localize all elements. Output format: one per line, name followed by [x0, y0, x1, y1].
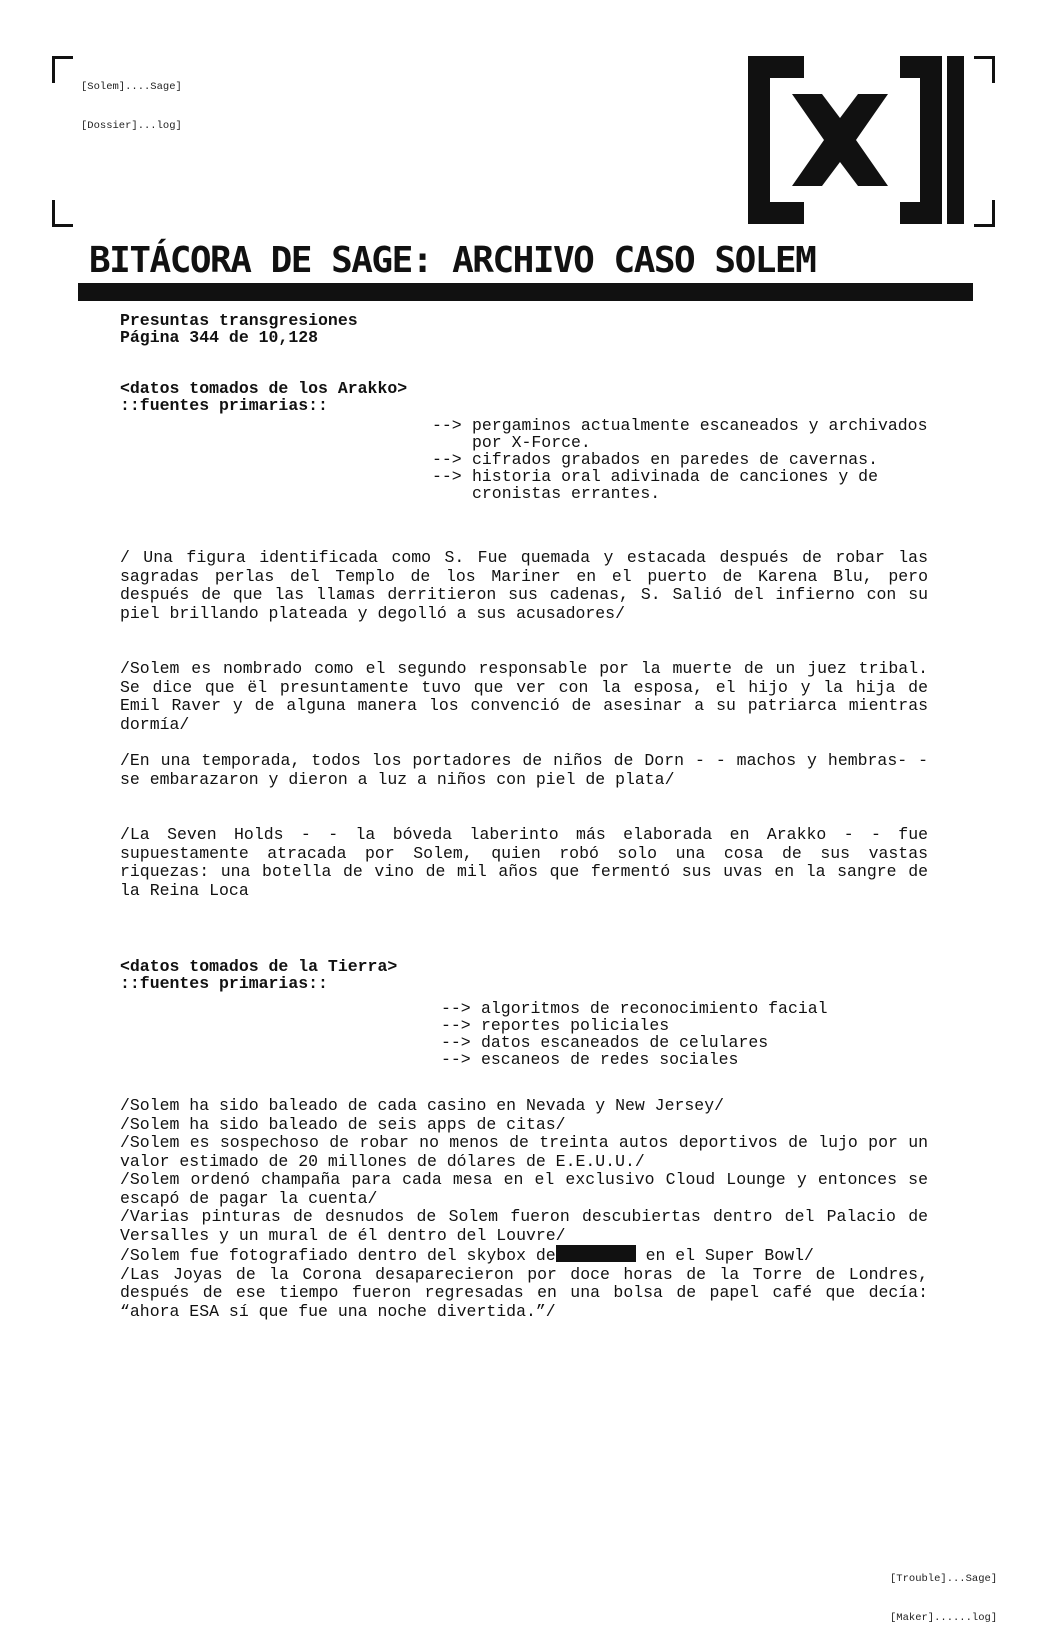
- footer-tag: [890, 1547, 997, 1638]
- arrow-icon: -->: [441, 1016, 471, 1035]
- corner-bracket-bottom-right: [974, 200, 995, 227]
- log-entry: /Solem ordenó champaña para cada mesa en el exclusivo Cloud Lounge y entonces se escapó de pagar la cuenta/: [120, 1170, 928, 1208]
- page-counter: Página 344 de 10,128: [120, 328, 319, 347]
- earth-heading: <datos tomados de la Tierra>: [120, 957, 398, 976]
- page-title: BITÁCORA DE SAGE: ARCHIVO CASO SOLEM: [89, 240, 816, 281]
- arrow-icon: -->: [441, 1033, 471, 1052]
- source-text: pergaminos actualmente escaneados y archivados por X-Force.: [472, 416, 928, 452]
- arakko-sources-label: ::fuentes primarias::: [120, 396, 328, 415]
- log-entry: /Las Joyas de la Corona desaparecieron por doce horas de la Torre de Londres, después de ese tiempo fueron regresadas en una bolsa de papel café que decía: “ahora ESA sí que fue una noche divertida.”/: [120, 1264, 928, 1321]
- log-entry: /Solem ha sido baleado de cada casino en Nevada y New Jersey/: [120, 1096, 724, 1115]
- subtitle-section: [120, 312, 358, 346]
- arakko-paragraph: /Solem es nombrado como el segundo responsable por la muerte de un juez tribal. Se dice que ël presuntamente tuvo que ver con la esposa, el hijo y la hija de Emil Raver y de alguna manera los convenció de asesinar a su patriarca mientras dormía/: [120, 659, 928, 734]
- source-text: datos escaneados de celulares: [481, 1033, 769, 1052]
- corner-bracket-top-left: [52, 56, 73, 83]
- earth-sources-label: ::fuentes primarias::: [120, 974, 328, 993]
- log-entry-text: en el Super Bowl/: [635, 1246, 814, 1265]
- arakko-sources-list: [432, 417, 937, 502]
- arrow-icon: -->: [432, 450, 462, 469]
- x-bracket-logo-icon: [748, 56, 964, 224]
- list-item: [441, 1034, 861, 1051]
- log-entry: /Varias pinturas de desnudos de Solem fueron descubiertas dentro del Palacio de Versalles y un mural de él dentro del Louvre/: [120, 1207, 928, 1245]
- title-underline-bar: [78, 283, 973, 301]
- log-entry: /Solem es sospechoso de robar no menos de treinta autos deportivos de lujo por un valor estimado de 20 millones de dólares de E.E.U.U./: [120, 1133, 928, 1171]
- arrow-icon: -->: [432, 467, 462, 486]
- source-text: cifrados grabados en paredes de cavernas.: [472, 450, 878, 469]
- corner-bracket-bottom-left: [52, 200, 73, 227]
- arrow-icon: -->: [441, 999, 471, 1018]
- header-tag-line: [Solem]....Sage]: [81, 81, 182, 93]
- footer-tag-line: [Maker]......log]: [890, 1612, 998, 1624]
- list-item: [441, 1017, 861, 1034]
- arakko-heading-block: [120, 380, 407, 414]
- earth-sources-list: [441, 1000, 861, 1068]
- source-text: historia oral adivinada de canciones y de cronistas errantes.: [472, 467, 878, 503]
- list-item: [432, 468, 937, 502]
- list-item: [432, 417, 937, 451]
- source-text: reportes policiales: [481, 1016, 670, 1035]
- earth-log: [120, 1097, 928, 1321]
- arakko-paragraph: /La Seven Holds - - la bóveda laberinto más elaborada en Arakko - - fue supuestamente atracada por Solem, quien robó solo una cosa de sus vastas riquezas: una botella de vino de mil años que fermentó sus uvas en la sangre de la Reina Loca: [120, 825, 928, 900]
- arrow-icon: -->: [432, 416, 462, 435]
- list-item: [441, 1051, 861, 1068]
- footer-tag-line: [Trouble]...Sage]: [890, 1573, 998, 1585]
- redaction-block: [556, 1245, 636, 1262]
- arakko-heading: <datos tomados de los Arakko>: [120, 379, 408, 398]
- log-entry: /Solem ha sido baleado de seis apps de citas/: [120, 1114, 566, 1134]
- header-tag-line: [Dossier]...log]: [81, 120, 182, 132]
- source-text: escaneos de redes sociales: [481, 1050, 739, 1069]
- corner-bracket-top-right: [974, 56, 995, 83]
- arakko-paragraph: / Una figura identificada como S. Fue quemada y estacada después de robar las sagradas perlas del Templo de los Mariner en el puerto de Karena Blu, pero después de que las llamas derritieron sus cadenas, S. Salió del infierno con su piel brillando plateada y degolló a sus acusadores/: [120, 548, 928, 623]
- earth-heading-block: [120, 958, 397, 992]
- list-item: [441, 1000, 861, 1017]
- header-tag: [81, 55, 182, 146]
- list-item: [432, 451, 937, 468]
- log-entry-text: /Solem fue fotografiado dentro del skybox de: [120, 1246, 556, 1265]
- arakko-paragraph: /En una temporada, todos los portadores de niños de Dorn - - machos y hembras- - se embarazaron y dieron a luz a niños con piel de plata/: [120, 751, 928, 789]
- subtitle-line: Presuntas transgresiones: [120, 311, 358, 330]
- arrow-icon: -->: [441, 1050, 471, 1069]
- source-text: algoritmos de reconocimiento facial: [481, 999, 828, 1018]
- log-entry: [120, 1245, 928, 1266]
